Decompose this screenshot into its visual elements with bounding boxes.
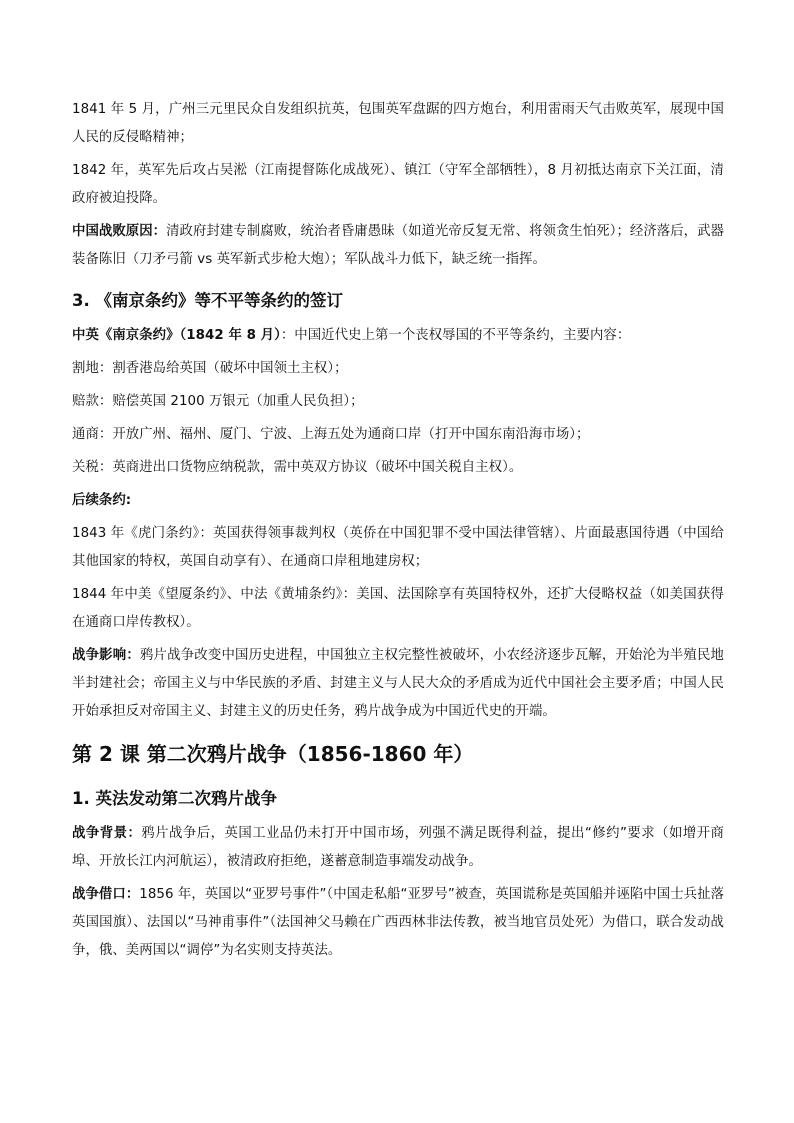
treaty-item-tariff: 关税：英商进出口货物应纳税款，需中英双方协议（破坏中国关税自主权）。 [72,460,523,475]
war-impact-text: 鸦片战争改变中国历史进程，中国独立主权完整性被破坏，小农经济逐步瓦解，开始沦为半殖民地半封建社会；帝国主义与中华民族的矛盾、封建主义与人民大众的矛盾成为近代中国社会主要矛盾；中国人民开始承担反对帝国主义、封建主义的历史任务，鸦片战争成为中国近代史的开端。 [72,648,724,719]
follow-treaty-wangxia-huangpu: 1844 年中美《望厦条约》、中法《黄埔条约》：美国、法国除享有英国特权外，还扩大侵略权益（如美国获得在通商口岸传教权）。 [72,587,724,630]
war-pretext-text: 1856 年，英国以“亚罗号事件”（中国走私船“亚罗号”被查，英国谎称是英国船并诬陷中国士兵扯落英国国旗）、法国以“马神甫事件”（法国神父马赖在广西西林非法传教，被当地官员处死）为借口，联合发动战争，俄、美两国以“调停”为名实则支持英法。 [72,887,725,958]
treaty-item-trade: 通商：开放广州、福州、厦门、宁波、上海五处为通商口岸（打开中国东南沿海市场）； [72,427,590,442]
follow-treaty-humen: 1843 年《虎门条约》：英国获得领事裁判权（英侨在中国犯罪不受中国法律管辖）、片面最惠国待遇（中国给其他国家的特权，英国自动享有）、在通商口岸租地建房权； [72,526,724,569]
follow-treaties-label: 后续条约: [72,493,132,508]
paragraph-war-impact [72,642,724,726]
paragraph-war-pretext [72,881,724,965]
war-pretext-label: 战争借口： [72,887,140,902]
treaty-item-land: 割地：割香港岛给英国（破坏中国领土主权）； [72,361,348,376]
nanjing-intro-label: 中英《南京条约》（1842 年 8 月） [72,328,281,343]
lesson-heading-second-opium-war: 第 2 课 第二次鸦片战争（1856-1860 年） [72,742,474,766]
paragraph-nanjing-intro [72,322,724,350]
paragraph-defeat-reasons [72,218,724,274]
war-background-text: 鸦片战争后，英国工业品仍未打开中国市场，列强不满足既得利益，提出“修约”要求（如增开商埠、开放长江内河航运），被清政府拒绝，遂蓄意制造事端发动战争。 [72,826,724,869]
section-heading-nanjing-treaty: 3. 《南京条约》等不平等条约的签订 [72,291,343,310]
paragraph-sanyuanli: 1841 年 5 月，广州三元里民众自发组织抗英，包围英军盘踞的四方炮台，利用雷雨天气击败英军，展现中国人民的反侵略精神； [72,102,724,145]
war-background-label: 战争背景： [72,826,142,841]
defeat-reasons-text: 清政府封建专制腐败，统治者昏庸愚昧（如道光帝反复无常、将领贪生怕死）；经济落后，武器装备陈旧（刀矛弓箭 vs 英军新式步枪大炮）；军队战斗力低下，缺乏统一指挥。 [72,224,724,267]
section-heading-britain-france-war: 1. 英法发动第二次鸦片战争 [72,789,277,808]
war-impact-label: 战争影响： [72,648,140,663]
document-page [72,96,724,970]
treaty-item-indemnity: 赔款：赔偿英国 2100 万银元（加重人民负担）； [72,394,364,409]
nanjing-intro-text: ：中国近代史上第一个丧权辱国的不平等条约，主要内容： [280,328,631,343]
paragraph-war-background [72,820,724,876]
paragraph-1842-campaign: 1842 年，英军先后攻占吴淞（江南提督陈化成战死）、镇江（守军全部牺牲），8 月初抵达南京下关江面，清政府被迫投降。 [72,163,724,206]
defeat-reasons-label: 中国战败原因： [72,224,167,239]
